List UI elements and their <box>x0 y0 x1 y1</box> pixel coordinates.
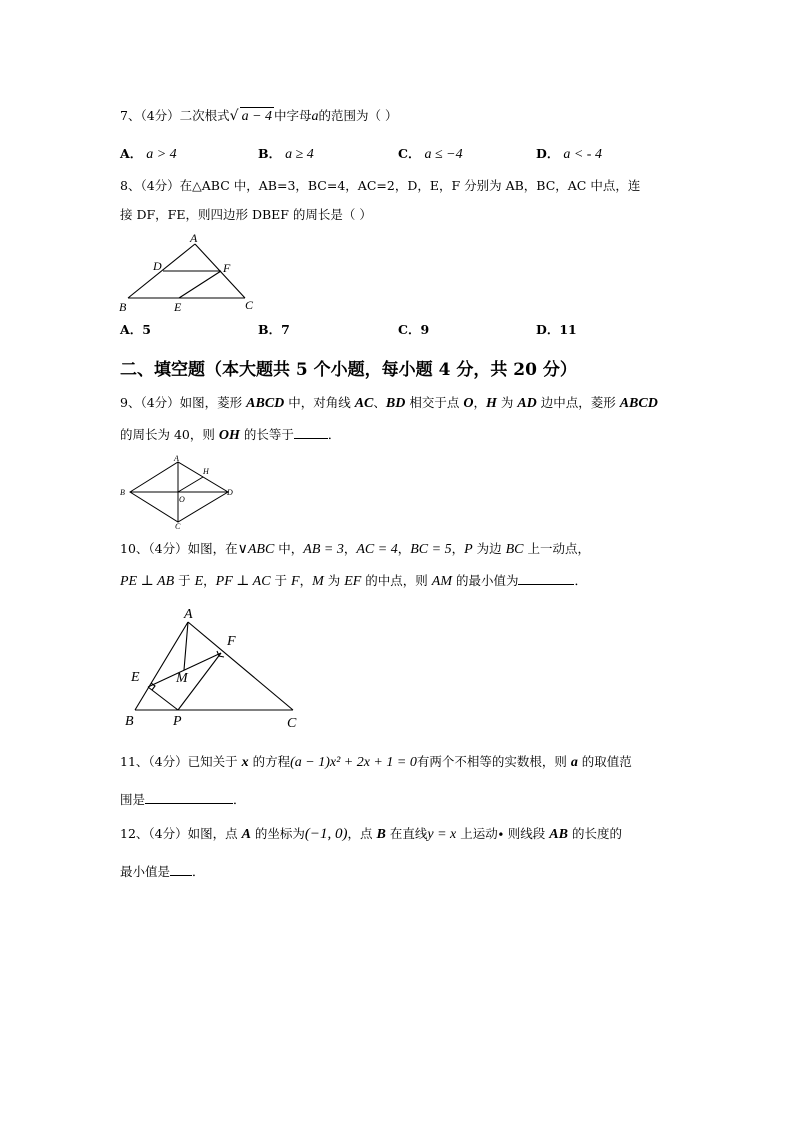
segment-fe <box>179 271 221 298</box>
label-c: C <box>175 522 181 531</box>
q7-stem: 7、（4分）二次根式√ a − 4 中字母a的范围为（ ） <box>120 108 398 124</box>
q9-rhombus-figure <box>118 452 236 530</box>
q8-triangle-figure <box>115 232 265 314</box>
answer-blank[interactable] <box>145 790 233 804</box>
q10-stem-line2: PE ⊥ AB 于 E，PF ⊥ AC 于 F，M 为 EF 的中点，则 AM 的最小值为 ． <box>120 573 587 589</box>
answer-blank[interactable] <box>294 425 328 439</box>
q11-stem-line1: 11、（4分）已知关于 x 的方程(a − 1)x² + 2x + 1 = 0有两个不相等的实数根，则 a 的取值范 <box>120 754 632 770</box>
label-a: A <box>190 231 198 245</box>
q8-option-d[interactable]: D．11 <box>536 322 577 337</box>
label-a: A <box>184 607 193 622</box>
q7-option-c[interactable]: C． a ≤ −4 <box>398 146 463 162</box>
q12-stem-line2: 最小值是 ． <box>120 864 205 879</box>
label-a: A <box>174 454 179 463</box>
q9-stem-line1: 9、（4分）如图，菱形 ABCD 中，对角线 AC、BD 相交于点 O，H 为 AD 边中点，菱形 ABCD <box>120 395 658 411</box>
label-h: H <box>203 467 209 476</box>
label-m: M <box>176 671 188 686</box>
label-d: D <box>153 259 162 273</box>
q7-option-a[interactable]: A． a > 4 <box>120 146 177 162</box>
label-f: F <box>227 634 236 649</box>
segment-ac <box>188 622 293 710</box>
label-b: B <box>119 300 127 314</box>
q11-stem-line2: 围是 ． <box>120 792 246 807</box>
label-p: P <box>173 714 182 729</box>
q8-option-c[interactable]: C．9 <box>398 322 430 337</box>
q9-stem-line2: 的周长为 40，则 OH 的长等于 ． <box>120 427 341 443</box>
section-fill-in-blank-title: 二、填空题（本大题共 5 个小题，每小题 4 分，共 20 分） <box>120 360 577 380</box>
label-b: B <box>120 488 125 497</box>
label-f: F <box>223 261 231 275</box>
q7-option-b[interactable]: B． a ≥ 4 <box>258 146 314 162</box>
sqrt-sign: √ <box>229 108 239 124</box>
label-e: E <box>131 670 140 685</box>
answer-blank[interactable] <box>170 862 192 876</box>
label-b: B <box>125 714 134 729</box>
q10-stem-line1: 10、（4分）如图，在∨ABC 中，AB = 3，AC = 4，BC = 5，P 为边 BC 上一动点， <box>120 541 590 557</box>
label-c: C <box>287 716 297 731</box>
label-e: E <box>174 300 182 314</box>
segment-oh <box>178 477 203 492</box>
q8-stem-line2: 接 DF，FE，则四边形 DBEF 的周长是（ ） <box>120 207 372 222</box>
label-d: D <box>227 488 233 497</box>
label-c: C <box>245 298 254 312</box>
q8-stem-line1: 8、（4分）在△ABC 中，AB=3，BC=4，AC=2，D，E，F 分别为 AB，BC，AC 中点，连 <box>120 178 641 193</box>
q10-triangle-figure <box>118 600 318 734</box>
radicand: a − 4 <box>241 109 273 124</box>
q8-option-a[interactable]: A．5 <box>120 322 151 337</box>
answer-blank[interactable] <box>518 571 574 585</box>
segment-pe <box>148 687 178 710</box>
q8-option-b[interactable]: B．7 <box>258 322 290 337</box>
q7-option-d[interactable]: D． a < - 4 <box>536 146 602 162</box>
segment-am <box>184 622 188 670</box>
q12-stem-line1: 12、（4分）如图，点 A 的坐标为(−1, 0)，点 B 在直线y = x 上运动∙ 则线段 AB 的长度的 <box>120 826 622 842</box>
label-o: O <box>179 495 185 504</box>
